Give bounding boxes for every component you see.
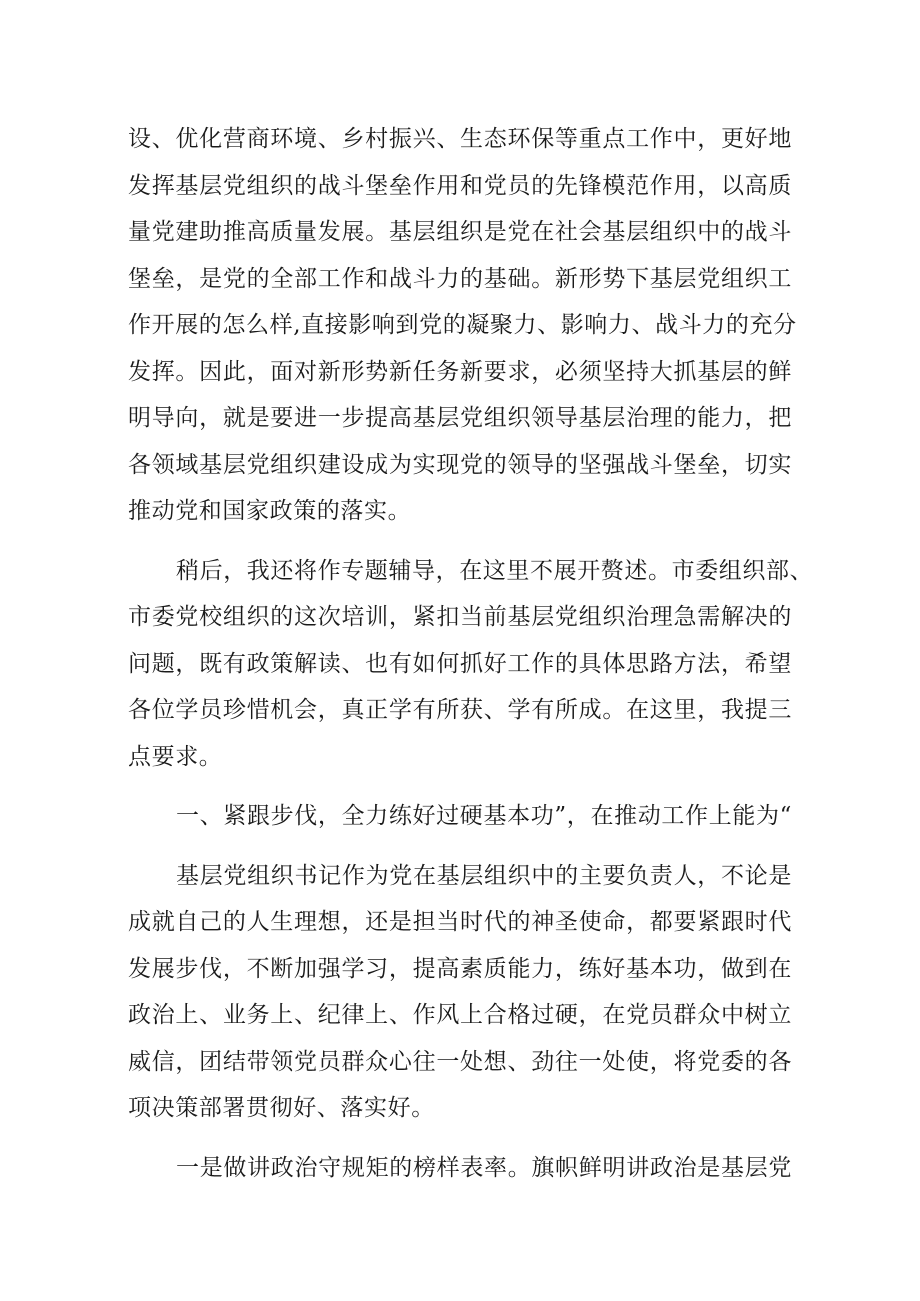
text-line: 点要求。 (128, 743, 223, 770)
text-line: 明导向，就是要进一步提高基层党组织领导基层治理的能力，把 (128, 405, 792, 431)
text-line: 发展步伐，不断加强学习，提高素质能力，练好基本功，做到在 (128, 955, 792, 982)
text-line: 政治上、业务上、纪律上、作风上合格过硬，在党员群众中树立 (128, 1002, 792, 1028)
text-line: 问题，既有政策解读、也有如何抓好工作的具体思路方法，希望 (128, 650, 792, 677)
text-line: 设、优化营商环境、乡村振兴、生态环保等重点工作中，更好地 (128, 126, 792, 152)
text-line: 各领域基层党组织建设成为实现党的领导的坚强战斗堡垒，切实 (128, 451, 792, 478)
paragraph-gap (128, 780, 792, 793)
text-line: 项决策部署贯彻好、落实好。 (128, 1095, 435, 1121)
text-line: 一是做讲政治守规矩的榜样表率。旗帜鲜明讲政治是基层党 (176, 1154, 792, 1181)
text-line: 量党建助推高质量发展。基层组织是党在社会基层组织中的战斗 (128, 219, 792, 245)
text-line: 推动党和国家政策的落实。 (128, 498, 412, 524)
paragraph-gap (128, 535, 792, 548)
paragraph (128, 853, 792, 1132)
text-line: 成就自己的人生理想，还是担当时代的神圣使命，都要紧跟时代 (128, 909, 792, 935)
text-line: 发挥。因此，面对新形势新任务新要求，必须坚持大抓基层的鲜 (128, 358, 792, 385)
paragraph (128, 116, 797, 535)
paragraph (128, 1145, 792, 1192)
paragraph-gap (128, 1132, 792, 1145)
text-line: 市委党校组织的这次培训，紧扣当前基层党组织治理急需解决的 (128, 604, 792, 630)
paragraph-gap (128, 840, 792, 853)
text-line: 作开展的怎么样,直接影响到党的凝聚力、影响力、战斗力的充分 (128, 312, 797, 338)
text-line: 基层党组织书记作为党在基层组织中的主要负责人，不论是 (176, 862, 792, 889)
text-line: 各位学员珍惜机会，真正学有所获、学有所成。在这里，我提三 (128, 697, 792, 723)
paragraph (128, 793, 792, 840)
text-line: 堡垒，是党的全部工作和战斗力的基础。新形势下基层党组织工 (128, 265, 792, 292)
text-line: 威信，团结带领党员群众心往一处想、劲往一处使，将党委的各 (128, 1048, 792, 1075)
text-line: 一、紧跟步伐，全力练好过硬基本功”，在推动工作上能为“ (176, 803, 792, 829)
document-body (128, 116, 814, 1191)
text-line: 发挥基层党组织的战斗堡垒作用和党员的先锋模范作用，以高质 (128, 172, 792, 199)
text-line: 稍后，我还将作专题辅导，在这里不展开赘述。市委组织部、 (176, 557, 814, 584)
paragraph (128, 548, 814, 781)
